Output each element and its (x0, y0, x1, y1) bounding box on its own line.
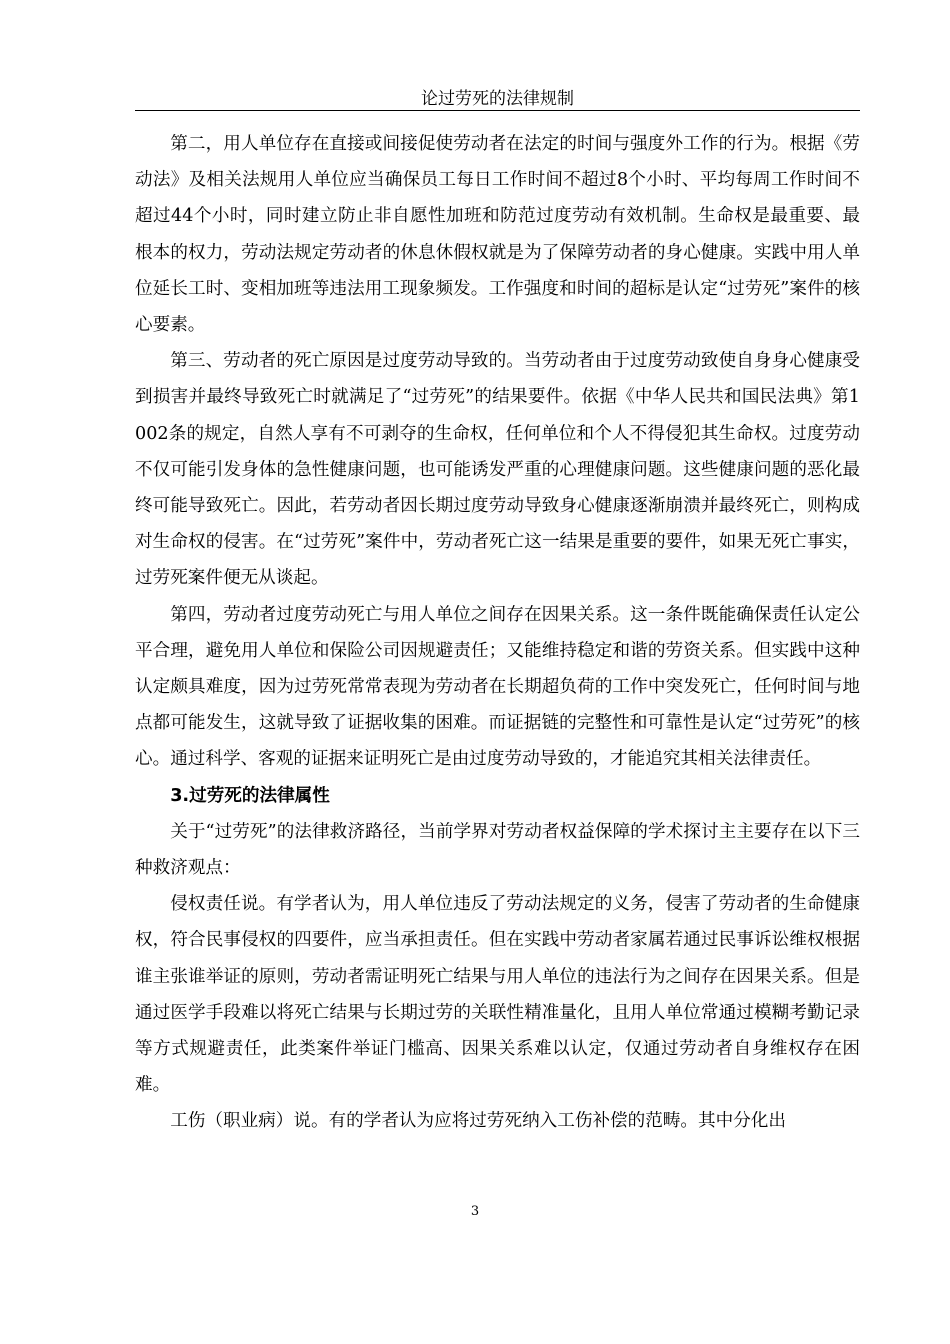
section-heading-legal-attributes: 3.过劳死的法律属性 (170, 785, 330, 806)
page-header-title: 论过劳死的法律规制 (421, 89, 574, 109)
paragraph-third-condition: 第三、劳动者的死亡原因是过度劳动导致的。当劳动者由于过度劳动致使自身身心健康受到损害并最终导致死亡时就满足了“过劳死”的结果要件。依据《中华人民共和国民法典》第1002条的规定，自然人享有不可剥夺的生命权，任何单位和个人不得侵犯其生命权。过度劳动不仅可能引发身体的急性健康问题，也可能诱发严重的心理健康问题。这些健康问题的恶化最终可能导致死亡。因此，若劳动者因长期过度劳动导致身心健康逐渐崩溃并最终死亡，则构成对生命权的侵害。在“过劳死”案件中，劳动者死亡这一结果是重要的要件，如果无死亡事实，过劳死案件便无从谈起。 (135, 351, 860, 589)
paragraph-tort-theory: 侵权责任说。有学者认为，用人单位违反了劳动法规定的义务，侵害了劳动者的生命健康权，符合民事侵权的四要件，应当承担责任。但在实践中劳动者家属若通过民事诉讼维权根据谁主张谁举证的原则，劳动者需证明死亡结果与用人单位的违法行为之间存在因果关系。但是通过医学手段难以将死亡结果与长期过劳的关联性精准量化，且用人单位常通过模糊考勤记录等方式规避责任，此类案件举证门槛高、因果关系难以认定，仅通过劳动者自身维权存在困难。 (135, 894, 860, 1096)
document-body (135, 126, 860, 1140)
page-number: 3 (470, 1204, 480, 1219)
paragraph-second-condition: 第二，用人单位存在直接或间接促使劳动者在法定的时间与强度外工作的行为。根据《劳动法》及相关法规用人单位应当确保员工每日工作时间不超过8个小时、平均每周工作时间不超过44个小时，同时建立防止非自愿性加班和防范过度劳动有效机制。生命权是最重要、最根本的权力，劳动法规定劳动者的休息休假权就是为了保障劳动者的身心健康。实践中用人单位延长工时、变相加班等违法用工现象频发。工作强度和时间的超标是认定“过劳死”案件的核心要素。 (135, 134, 860, 336)
paragraph-remedy-intro: 关于“过劳死”的法律救济路径，当前学界对劳动者权益保障的学术探讨主主要存在以下三种救济观点： (135, 821, 860, 879)
paragraph-work-injury-theory: 工伤（职业病）说。有的学者认为应将过劳死纳入工伤补偿的范畴。其中分化出 (170, 1111, 786, 1132)
header-divider (135, 110, 860, 111)
paragraph-fourth-condition: 第四，劳动者过度劳动死亡与用人单位之间存在因果关系。这一条件既能确保责任认定公平合理，避免用人单位和保险公司因规避责任；又能维持稳定和谐的劳资关系。但实践中这种认定颇具难度，因为过劳死常常表现为劳动者在长期超负荷的工作中突发死亡，任何时间与地点都可能发生，这就导致了证据收集的困难。而证据链的完整性和可靠性是认定“过劳死”的核心。通过科学、客观的证据来证明死亡是由过度劳动导致的，才能追究其相关法律责任。 (135, 604, 860, 770)
